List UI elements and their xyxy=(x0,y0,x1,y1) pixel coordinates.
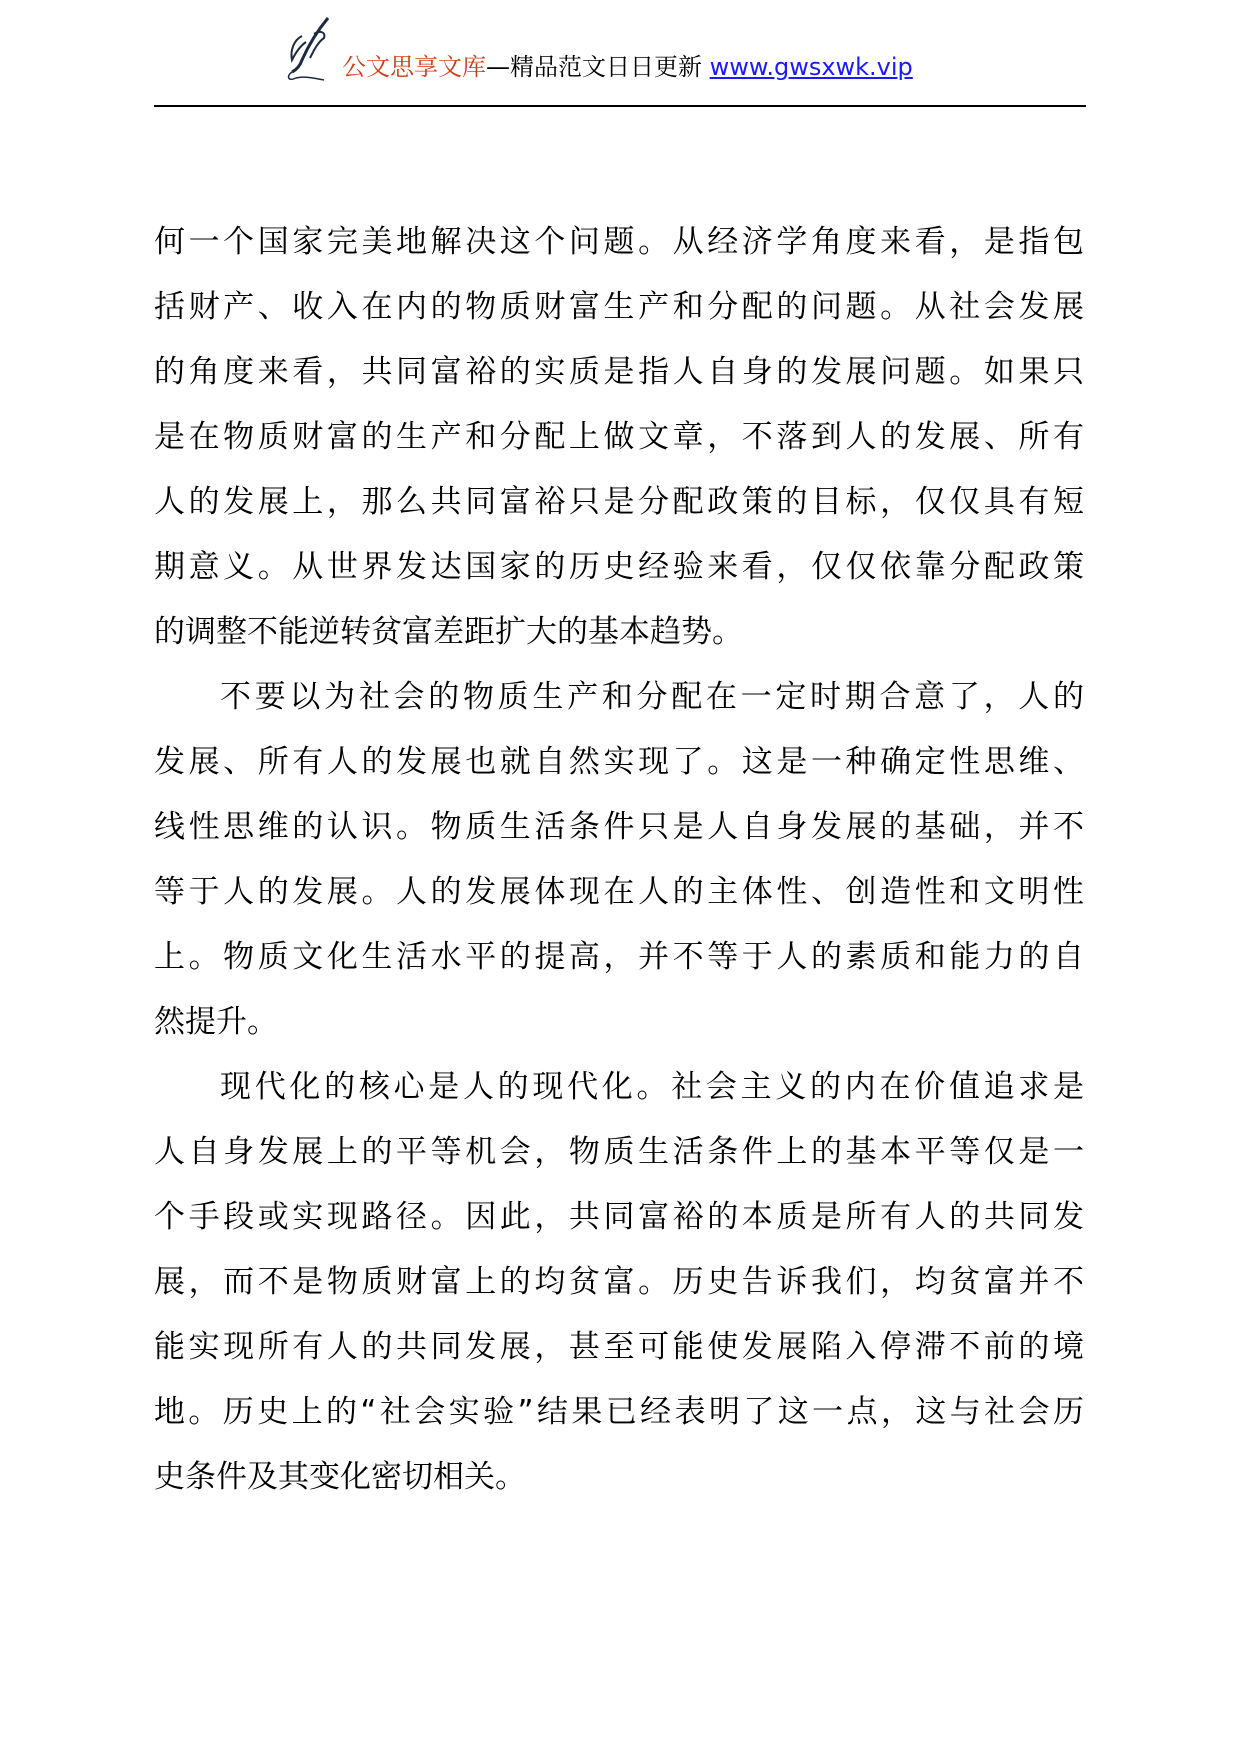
header-divider xyxy=(154,105,1086,107)
paragraph xyxy=(154,665,1084,1055)
quill-pen-logo-icon xyxy=(280,16,340,82)
text-line: 是在物质财富的生产和分配上做文章，不落到人的发展、所有 xyxy=(154,419,1084,455)
text-line: 史条件及其变化密切相关。 xyxy=(154,1459,526,1495)
text-line: 括财产、收入在内的物质财富生产和分配的问题。从社会发展 xyxy=(154,289,1084,325)
page-header xyxy=(280,14,1000,94)
paragraph xyxy=(154,210,1084,665)
text-line: 人的发展上，那么共同富裕只是分配政策的目标，仅仅具有短 xyxy=(154,484,1084,520)
text-line: 的角度来看，共同富裕的实质是指人自身的发展问题。如果只 xyxy=(154,354,1084,390)
text-line: 的调整不能逆转贫富差距扩大的基本趋势。 xyxy=(154,614,743,650)
text-line: 发展、所有人的发展也就自然实现了。这是一种确定性思维、 xyxy=(154,744,1084,780)
document-body xyxy=(154,210,1084,1510)
header-tagline: —精品范文日日更新 xyxy=(486,53,710,81)
text-line: 展，而不是物质财富上的均贫富。历史告诉我们，均贫富并不 xyxy=(154,1264,1084,1300)
paragraph xyxy=(154,1055,1084,1510)
text-line: 地。历史上的“社会实验”结果已经表明了这一点，这与社会历 xyxy=(154,1394,1084,1430)
text-line: 人自身发展上的平等机会，物质生活条件上的基本平等仅是一 xyxy=(154,1134,1084,1170)
text-line: 何一个国家完美地解决这个问题。从经济学角度来看，是指包 xyxy=(154,224,1084,260)
text-line: 现代化的核心是人的现代化。社会主义的内在价值追求是 xyxy=(220,1069,1084,1105)
text-line: 不要以为社会的物质生产和分配在一定时期合意了，人的 xyxy=(220,679,1084,715)
text-line: 然提升。 xyxy=(154,1004,278,1040)
site-link[interactable]: www.gwsxwk.vip xyxy=(709,53,913,81)
header-text xyxy=(342,50,913,84)
brand-name: 公文思享文库 xyxy=(342,53,486,81)
text-line: 上。物质文化生活水平的提高，并不等于人的素质和能力的自 xyxy=(154,939,1084,975)
text-line: 线性思维的认识。物质生活条件只是人自身发展的基础，并不 xyxy=(154,809,1084,845)
text-line: 等于人的发展。人的发展体现在人的主体性、创造性和文明性 xyxy=(154,874,1084,910)
text-line: 能实现所有人的共同发展，甚至可能使发展陷入停滞不前的境 xyxy=(154,1329,1084,1365)
text-line: 期意义。从世界发达国家的历史经验来看，仅仅依靠分配政策 xyxy=(154,549,1084,585)
text-line: 个手段或实现路径。因此，共同富裕的本质是所有人的共同发 xyxy=(154,1199,1084,1235)
